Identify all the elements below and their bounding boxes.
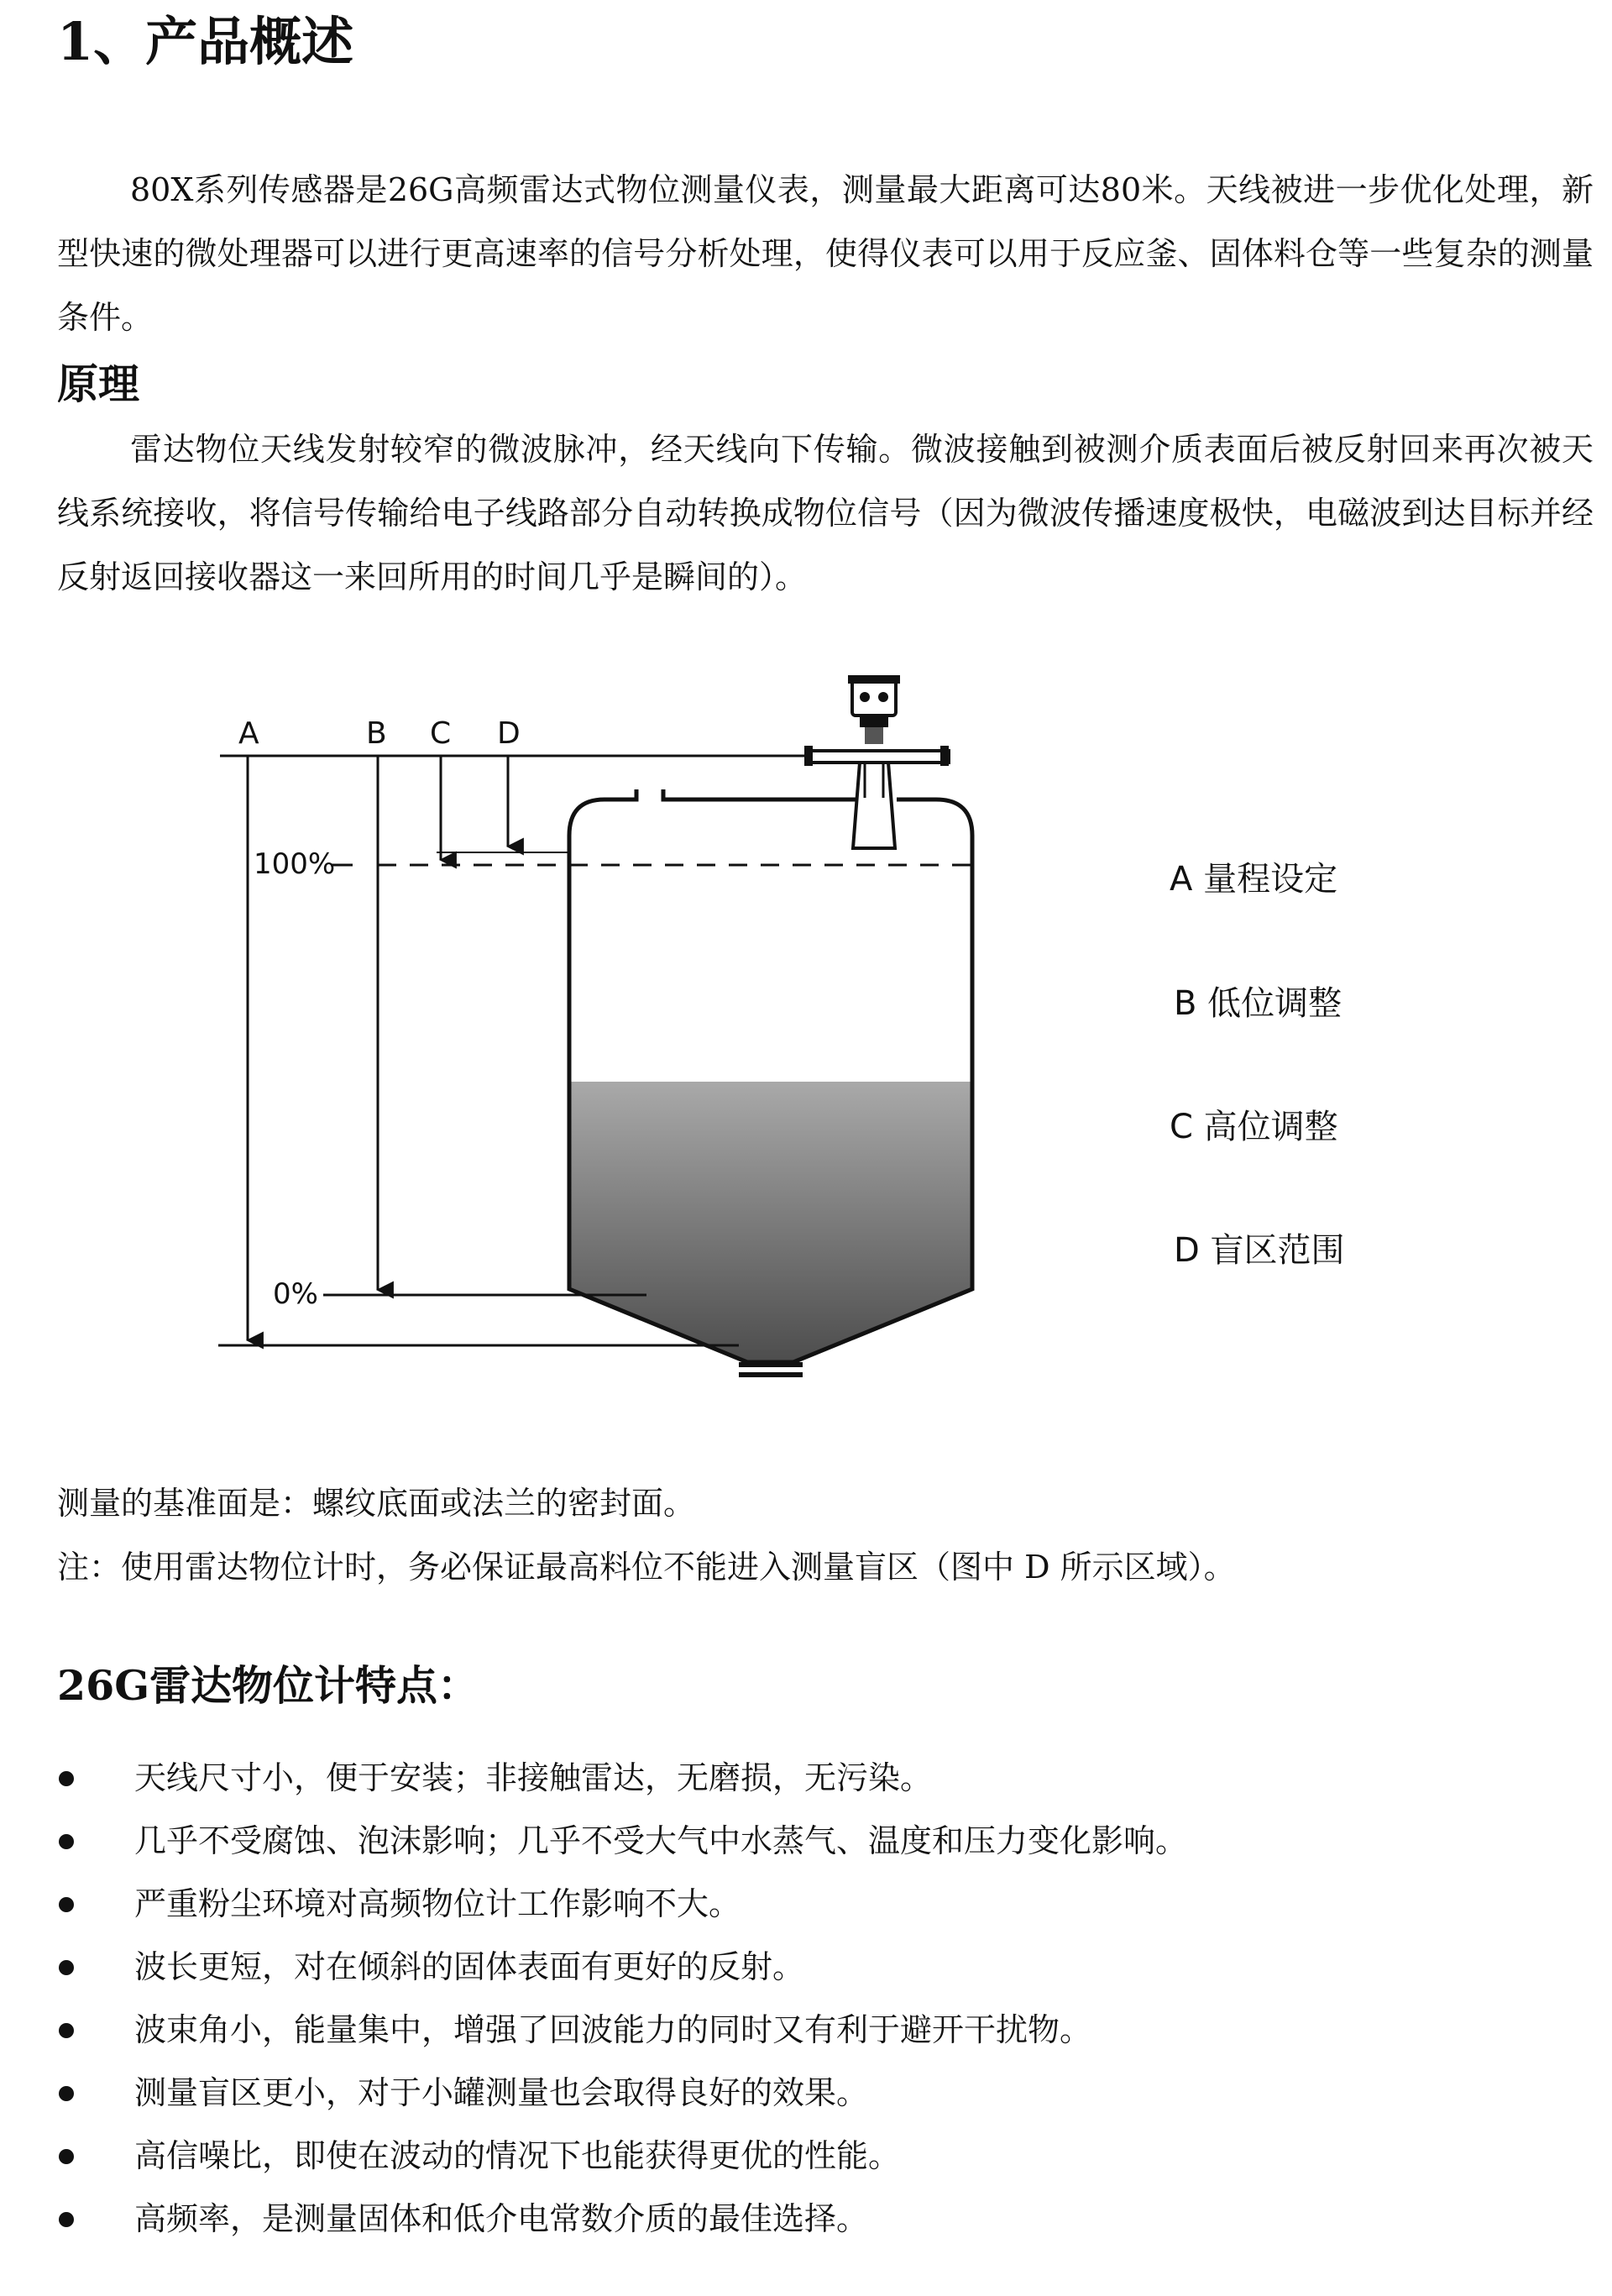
bullet-icon: [59, 1771, 74, 1786]
label-a: A: [238, 716, 259, 751]
radar-sensor-icon: [804, 675, 949, 848]
radar-level-diagram: [0, 663, 1612, 1402]
features-heading: 26G雷达物位计特点：: [57, 1661, 479, 1710]
principle-heading: 原理: [57, 359, 140, 408]
principle-paragraph: 雷达物位天线发射较窄的微波脉冲，经天线向下传输。微波接触到被测介质表面后被反射回来再次被天线系统接收，将信号传输给电子线路部分自动转换成物位信号（因为微波传播速度极快，电磁波到达目标并经反射返回接收器这一来回所用的时间几乎是瞬间的）。: [57, 431, 1594, 595]
section-title: 1、产品概述: [57, 11, 354, 72]
reference-note: 测量的基准面是：螺纹底面或法兰的密封面。: [57, 1485, 696, 1522]
label-0: 0%: [273, 1277, 318, 1311]
features-list: [57, 1747, 1187, 2251]
silo-tank-icon: [569, 789, 972, 1377]
feature-text: 高信噪比，即使在波动的情况下也能获得更优的性能。: [134, 2137, 901, 2174]
legend-a: A 量程设定: [1170, 860, 1338, 899]
list-item: [57, 1999, 1187, 2062]
list-item: [57, 2125, 1187, 2188]
feature-text: 测量盲区更小，对于小罐测量也会取得良好的效果。: [134, 2074, 869, 2111]
label-c: C: [430, 716, 452, 751]
label-b: B: [366, 716, 387, 751]
legend-d: D 盲区范围: [1174, 1231, 1345, 1270]
list-item: [57, 2188, 1187, 2251]
feature-text: 波长更短，对在倾斜的固体表面有更好的反射。: [134, 1948, 805, 1985]
feature-text: 天线尺寸小，便于安装；非接触雷达，无磨损，无污染。: [134, 1759, 933, 1796]
feature-text: 高频率，是测量固体和低介电常数介质的最佳选择。: [134, 2200, 869, 2237]
list-item: [57, 1873, 1187, 1936]
list-item: [57, 1810, 1187, 1873]
list-item: [57, 1747, 1187, 1810]
bullet-icon: [59, 1960, 74, 1975]
bullet-icon: [59, 1834, 74, 1849]
feature-text: 波束角小，能量集中，增强了回波能力的同时又有利于避开干扰物。: [134, 2011, 1092, 2048]
medium-fill: [569, 1082, 972, 1362]
legend-c: C 高位调整: [1170, 1108, 1338, 1146]
bullet-icon: [59, 2086, 74, 2101]
bullet-icon: [59, 2023, 74, 2038]
tank-roof-right: [663, 789, 865, 799]
feature-text: 严重粉尘环境对高频物位计工作影响不大。: [134, 1885, 741, 1922]
list-item: [57, 2062, 1187, 2125]
bullet-icon: [59, 2212, 74, 2227]
overview-paragraph: 80X系列传感器是26G高频雷达式物位测量仪表，测量最大距离可达80米。天线被进一步优化处理，新型快速的微处理器可以进行更高速率的信号分析处理，使得仪表可以用于反应釜、固体料仓等一些复杂的测量条件。: [57, 171, 1594, 336]
list-item: [57, 1936, 1187, 1999]
bullet-icon: [59, 1897, 74, 1912]
label-d: D: [497, 716, 521, 751]
feature-text: 几乎不受腐蚀、泡沫影响；几乎不受大气中水蒸气、温度和压力变化影响。: [134, 1822, 1188, 1859]
label-100: 100%: [254, 847, 336, 881]
legend-b: B 低位调整: [1174, 984, 1342, 1023]
bullet-icon: [59, 2149, 74, 2164]
warning-note: 注：使用雷达物位计时，务必保证最高料位不能进入测量盲区（图中 D 所示区域）。: [57, 1549, 1236, 1586]
